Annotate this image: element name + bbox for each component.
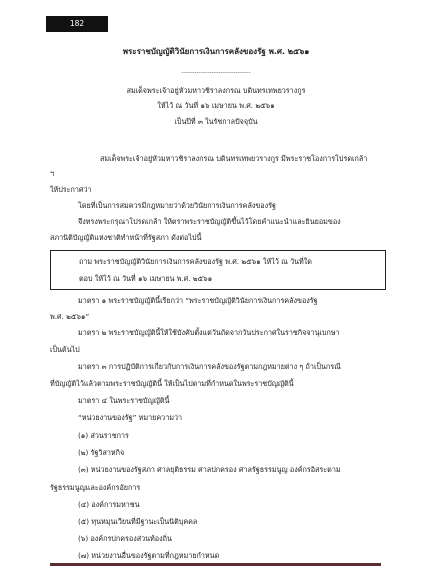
preamble-line: จึงทรงพระกรุณาโปรดเกล้า ให้ตราพระราชบัญญัติขึ้นไว้โดยคำแนะนำและยินยอมของ <box>78 217 341 226</box>
preamble-line: ให้ประกาศว่า <box>50 185 92 194</box>
section-line: “หน่วยงานของรัฐ” หมายความว่า <box>78 413 183 422</box>
section-line: มาตรา ๒ พระราชบัญญัตินี้ให้ใช้บังคับตั้งแต่วันถัดจากวันประกาศในราชกิจจานุเบกษา <box>78 328 340 337</box>
section-line: ที่บัญญัติไว้แล้วตามพระราชบัญญัตินี้ ให้เป็นไปตามที่กำหนดในพระราชบัญญัตินี้ <box>50 379 294 388</box>
list-item: (๒) รัฐวิสาหกิจ <box>78 448 125 457</box>
document-title: พระราชบัญญัติวินัยการเงินการคลังของรัฐ พ.ศ. ๒๕๖๑ <box>122 47 310 56</box>
preamble-line: โดยที่เป็นการสมควรมีกฎหมายว่าด้วยวินัยการเงินการคลังของรัฐ <box>78 201 276 210</box>
list-item: (๑) ส่วนราชการ <box>78 431 129 440</box>
section-line: เป็นต้นไป <box>50 345 80 354</box>
list-item: (๔) องค์การมหาชน <box>78 500 140 509</box>
section-line: พ.ศ. ๒๕๖๑” <box>50 312 90 321</box>
section-line: มาตรา ๔ ในพระราชบัญญัตินี้ <box>78 396 170 405</box>
qa-box <box>50 250 386 290</box>
header-line-king: สมเด็จพระเจ้าอยู่หัวมหาวชิราลงกรณ บดินทรเทพยวรางกูร <box>126 86 306 95</box>
list-item: (๓) หน่วยงานของรัฐสภา ศาลยุติธรรม ศาลปกครอง ศาลรัฐธรรมนูญ องค์กรอิสระตาม <box>78 465 341 474</box>
list-item: (๕) ทุนหมุนเวียนที่มีฐานะเป็นนิติบุคคล <box>78 517 198 526</box>
title-separator: -------------------------------- <box>181 69 251 76</box>
qa-answer: ตอบ ให้ไว้ ณ วันที่ ๑๖ เมษายน พ.ศ. ๒๕๖๑ <box>79 274 213 283</box>
qa-question: ถาม พระราชบัญญัติวินัยการเงินการคลังของรัฐ พ.ศ. ๒๕๖๑ ให้ไว้ ณ วันที่ใด <box>79 257 312 266</box>
list-item: (๗) หน่วยงานอื่นของรัฐตามที่กฎหมายกำหนด <box>78 551 220 560</box>
section-line: มาตรา ๓ การปฏิบัติการเกี่ยวกับการเงินการคลังของรัฐตามกฎหมายต่าง ๆ ถ้าเป็นกรณี <box>78 362 341 371</box>
page-number-badge: 182 <box>46 16 108 32</box>
list-item: (๖) องค์กรปกครองส่วนท้องถิ่น <box>78 534 172 543</box>
preamble-line: สมเด็จพระเจ้าอยู่หัวมหาวชิราลงกรณ บดินทรเทพยวรางกูร มีพระราชโองการโปรดเกล้า <box>100 154 368 163</box>
section-line: มาตรา ๑ พระราชบัญญัตินี้เรียกว่า “พระราชบัญญัติวินัยการเงินการคลังของรัฐ <box>78 296 318 305</box>
preamble-line: สภานิติบัญญัติแห่งชาติทำหน้าที่รัฐสภา ดังต่อไปนี้ <box>50 233 202 242</box>
header-line-reign: เป็นปีที่ ๓ ในรัชกาลปัจจุบัน <box>174 117 258 126</box>
list-item: รัฐธรรมนูญและองค์กรอัยการ <box>50 483 141 492</box>
header-line-date: ให้ไว้ ณ วันที่ ๑๖ เมษายน พ.ศ. ๒๕๖๑ <box>157 101 275 110</box>
footer-divider <box>50 563 381 566</box>
preamble-line: ฯ <box>50 169 55 178</box>
